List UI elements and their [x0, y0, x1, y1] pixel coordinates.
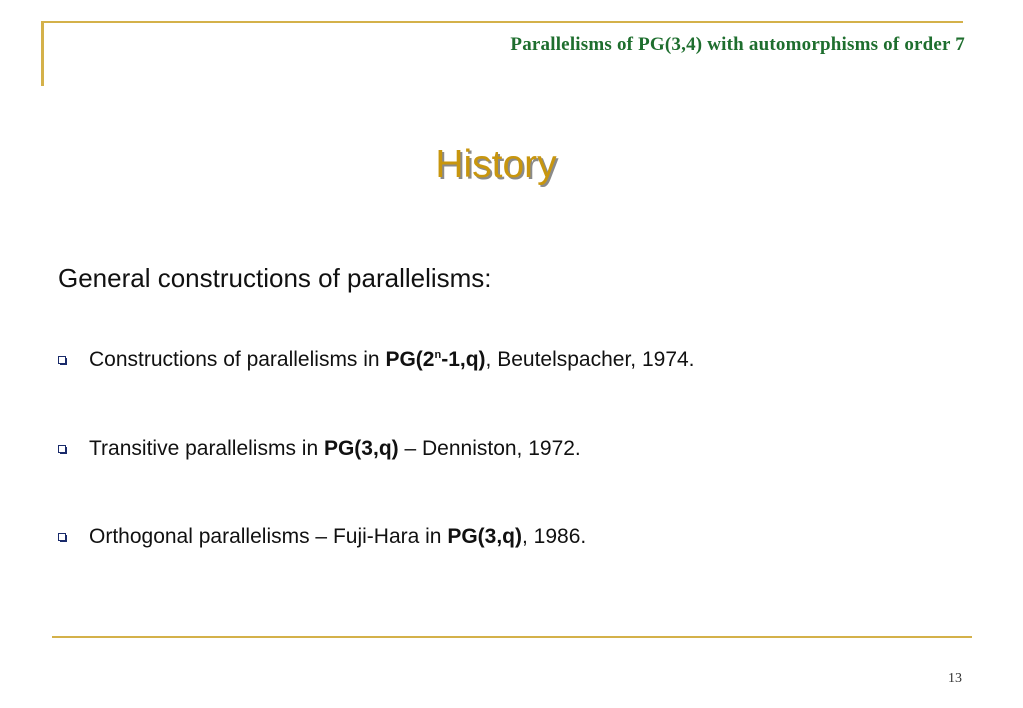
- bullet-item-2: [58, 434, 581, 464]
- slide-title: History: [435, 143, 557, 186]
- bullet-1-post: , Beutelspacher, 1974.: [485, 348, 695, 371]
- bullet-1-bold-post: -1,q): [441, 348, 486, 371]
- slide-subtitle: General constructions of parallelisms:: [58, 263, 492, 293]
- bullet-1-bold-sup: n: [434, 349, 442, 361]
- footer-divider-line: [52, 636, 972, 638]
- page-number: 13: [948, 671, 962, 686]
- header-title: Parallelisms of PG(3,4) with automorphisms of order 7: [510, 34, 965, 55]
- bullet-2-post: – Denniston, 1972.: [398, 437, 581, 460]
- square-bullet-icon: [58, 445, 67, 454]
- bullet-1-bold-main: PG(2: [385, 348, 435, 371]
- bullet-3-bold: PG(3,q): [447, 525, 522, 548]
- square-bullet-icon: [58, 533, 67, 542]
- bullet-text-1: [89, 348, 695, 372]
- bullet-text-2: [89, 437, 581, 461]
- header-frame-top-line: [41, 21, 963, 23]
- bullet-text-3: [89, 525, 586, 549]
- bullet-3-pre: Orthogonal parallelisms – Fuji-Hara in: [89, 525, 448, 548]
- bullet-2-bold: PG(3,q): [323, 437, 399, 460]
- bullet-2-pre: Transitive parallelisms in: [89, 437, 324, 460]
- bullet-1-pre: Constructions of parallelisms in: [89, 348, 386, 371]
- square-bullet-icon: [58, 356, 67, 365]
- bullet-1-bold: [385, 348, 485, 371]
- header-frame-left-line: [41, 21, 44, 86]
- bullet-3-post: , 1986.: [521, 525, 587, 548]
- bullet-item-1: [58, 345, 695, 375]
- bullet-item-3: [58, 522, 586, 552]
